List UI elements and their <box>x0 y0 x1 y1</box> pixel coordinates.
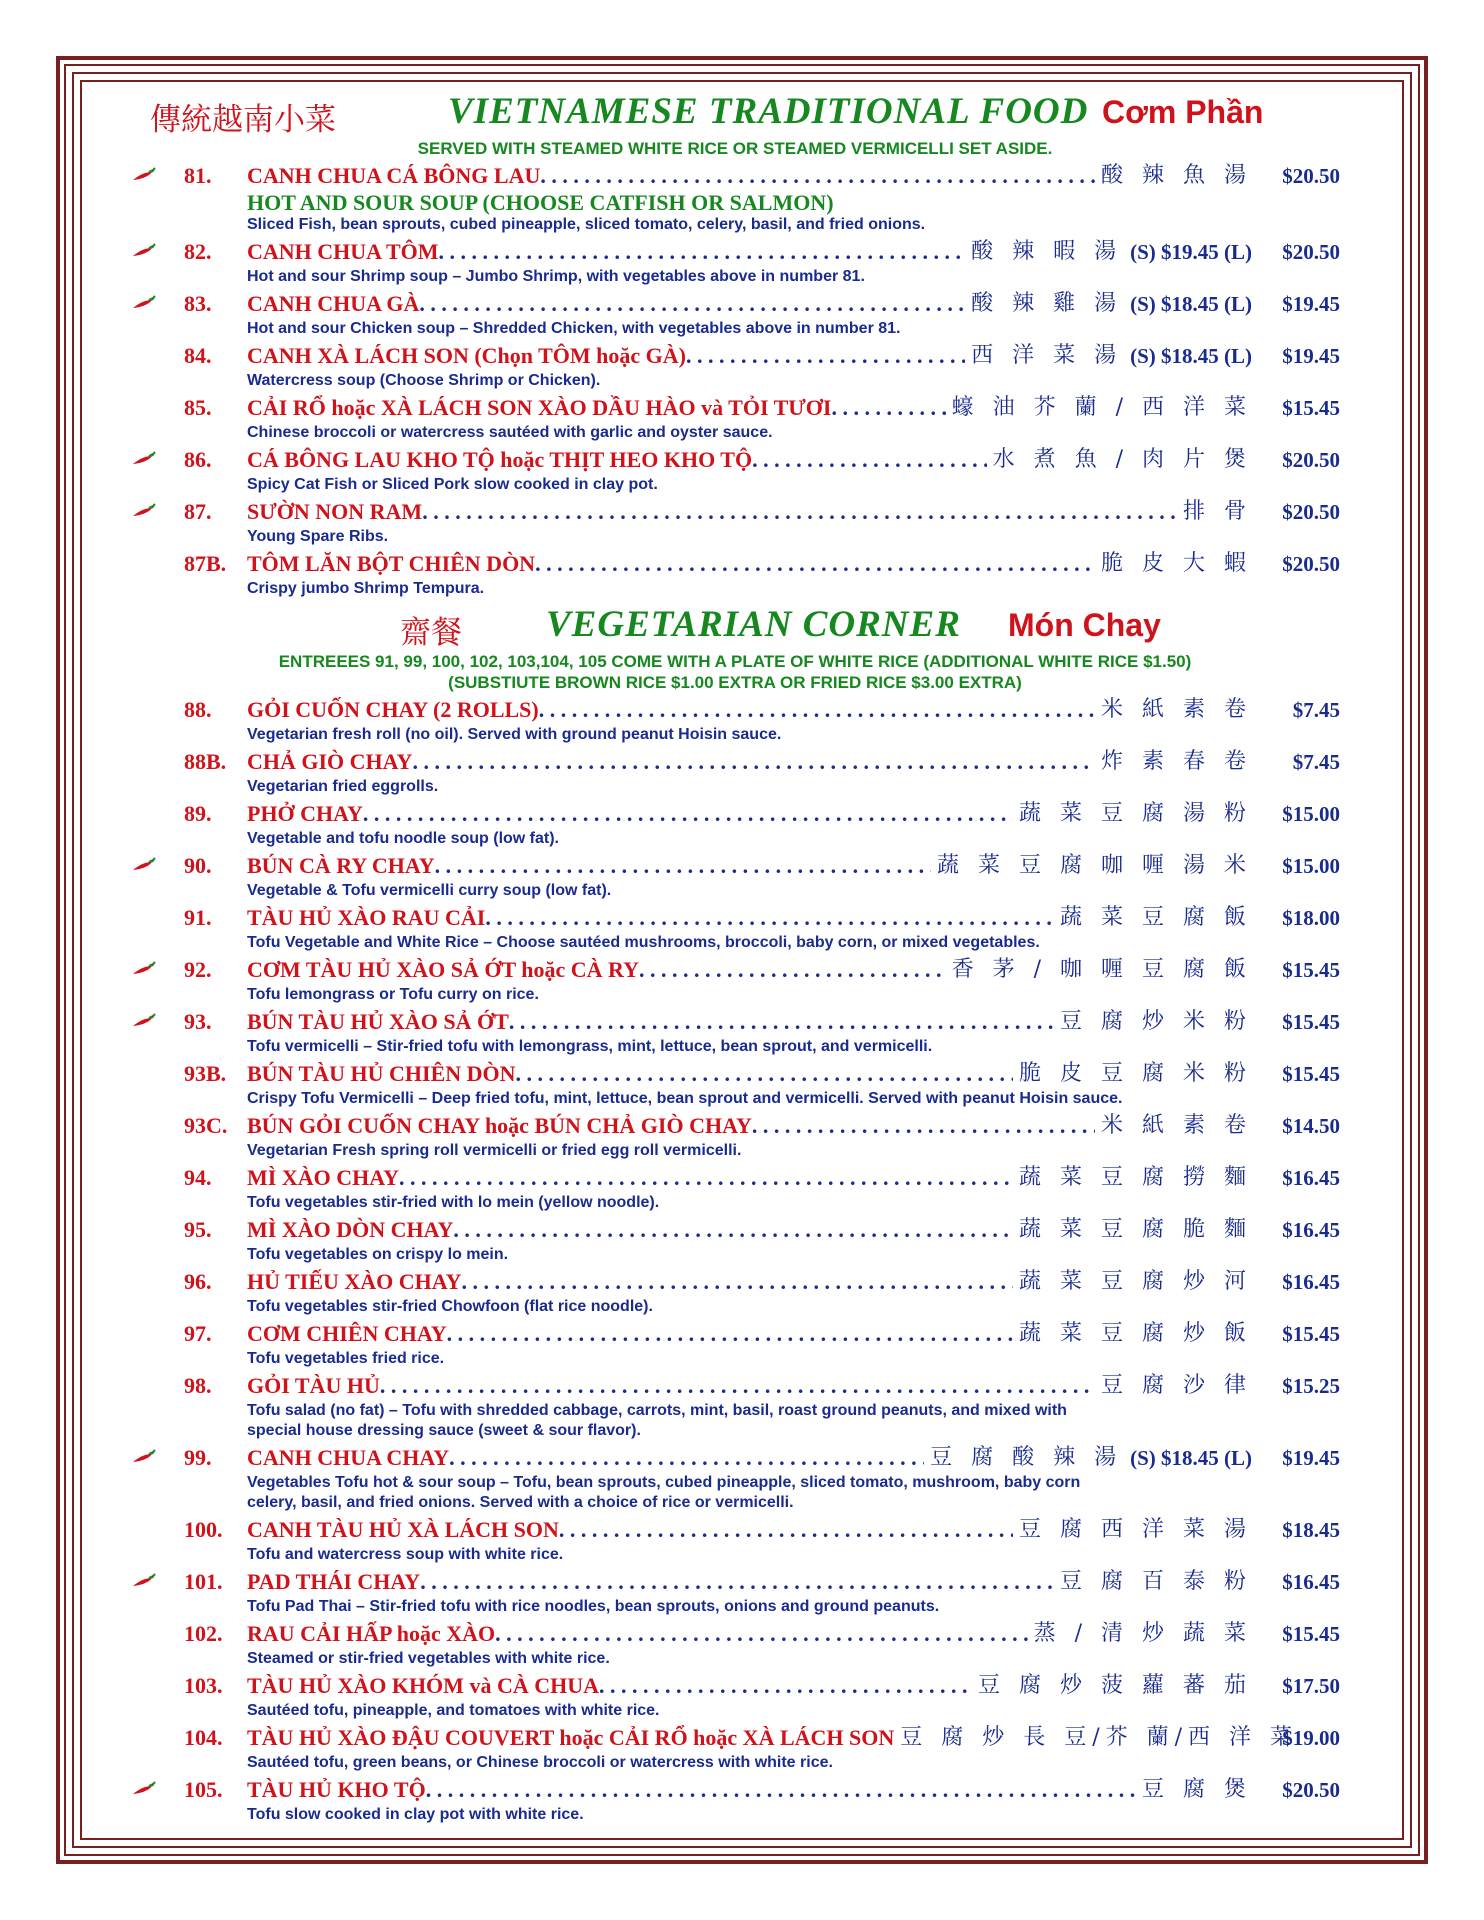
item-name-chinese: 酸 辣 魚 湯 <box>1101 163 1252 188</box>
dot-leader <box>516 1061 1014 1087</box>
item-description: Tofu Vegetable and White Rice – Choose sautéed mushrooms, broccoli, baby corn, or mixed vegetables. <box>247 934 1040 951</box>
item-row <box>247 1440 1252 1471</box>
item-number: 104. <box>184 1725 223 1750</box>
item-price: $16.45 <box>1282 1166 1340 1190</box>
item-number: 99. <box>184 1445 212 1470</box>
item-number: 90. <box>184 853 212 878</box>
section-subtitle: ENTREEES 91, 99, 100, 102, 103,104, 105 COME WITH A PLATE OF WHITE RICE (ADDITIONAL WHITE RICE $1.50) <box>278 652 1192 671</box>
menu-item <box>130 1773 1340 1825</box>
dot-leader <box>535 551 1095 577</box>
item-price: $15.45 <box>1282 958 1340 982</box>
section-title-chinese: 齋餐 <box>400 615 462 651</box>
item-name-vietnamese: BÚN CÀ RY CHAY <box>247 853 435 878</box>
item-description: Young Spare Ribs. <box>247 528 389 545</box>
item-description: Tofu vegetables stir-fried with lo mein (yellow noodle). <box>247 1194 660 1211</box>
item-description: Hot and sour Shrimp soup – Jumbo Shrimp, with vegetables above in number 81. <box>247 268 865 285</box>
menu-item-line <box>130 1265 1340 1297</box>
item-row <box>247 546 1252 577</box>
item-number: 96. <box>184 1269 212 1294</box>
item-number: 98. <box>184 1373 212 1398</box>
item-row <box>247 1368 1252 1399</box>
dot-leader <box>435 853 931 879</box>
chili-pepper-icon <box>130 1012 156 1030</box>
menu-item <box>130 339 1340 391</box>
item-number: 97. <box>184 1321 212 1346</box>
item-number: 93B. <box>184 1061 227 1086</box>
item-name-vietnamese: BÚN GỎI CUỐN CHAY hoặc BÚN CHẢ GIÒ CHAY <box>247 1113 752 1138</box>
dot-leader <box>752 447 987 473</box>
item-description: Vegetables Tofu hot & sour soup – Tofu, bean sprouts, cubed pineapple, sliced tomato, mushroom, baby corn <box>247 1474 1081 1491</box>
item-description: celery, basil, and fried onions. Served with a choice of rice or vermicelli. <box>247 1494 794 1511</box>
item-price: $15.00 <box>1282 802 1340 826</box>
item-description: Chinese broccoli or watercress sautéed with garlic and oyster sauce. <box>247 424 773 441</box>
section-header <box>130 599 1340 651</box>
item-name-english: HOT AND SOUR SOUP (CHOOSE CATFISH OR SALMON) <box>247 190 834 215</box>
dot-leader <box>540 163 1095 189</box>
item-name-chinese: 米 紙 素 卷 <box>1101 1113 1252 1138</box>
item-number: 87. <box>184 499 212 524</box>
item-price: $19.00 <box>1282 1726 1340 1750</box>
menu-item-line <box>130 1161 1340 1193</box>
item-row <box>247 1160 1252 1191</box>
item-number: 84. <box>184 343 212 368</box>
menu-item <box>130 547 1340 599</box>
item-name-chinese: 豆 腐 酸 辣 湯 <box>930 1445 1123 1470</box>
item-number: 95. <box>184 1217 212 1242</box>
dot-leader <box>539 697 1095 723</box>
item-description: Sliced Fish, bean sprouts, cubed pineapple, sliced tomato, celery, basil, and fried onions. <box>247 216 926 233</box>
item-name-vietnamese: CẢI RỔ hoặc XÀ LÁCH SON XÀO DẦU HÀO và TỎI TƯƠI <box>247 395 832 420</box>
dot-leader <box>495 1621 1027 1647</box>
item-number: 103. <box>184 1673 223 1698</box>
chili-pepper-icon <box>130 1572 156 1590</box>
item-row <box>247 1264 1252 1295</box>
item-name-chinese: 蔬 菜 豆 腐 炒 河 <box>1019 1269 1252 1294</box>
dot-leader <box>559 1517 1013 1543</box>
item-price: $19.45 <box>1282 344 1340 368</box>
item-name-vietnamese: GỎI TÀU HỦ <box>247 1373 380 1398</box>
item-name-vietnamese: CƠM TÀU HỦ XÀO SẢ ỚT hoặc CÀ RY <box>247 957 639 982</box>
menu-item <box>130 235 1340 287</box>
item-row <box>247 338 1252 369</box>
item-name-vietnamese: TÀU HỦ XÀO RAU CẢI <box>247 905 486 930</box>
dot-leader <box>399 1165 1013 1191</box>
menu-item-line <box>130 1721 1340 1753</box>
item-price: $16.45 <box>1282 1270 1340 1294</box>
item-size-price: (S) $18.45 (L) <box>1130 292 1252 316</box>
menu-item-line <box>130 693 1340 725</box>
item-name-chinese: 豆 腐 炒 米 粉 <box>1060 1009 1252 1034</box>
menu-item <box>130 1317 1340 1369</box>
dot-leader <box>462 1269 1013 1295</box>
menu-item <box>130 159 1340 235</box>
item-description: Tofu and watercress soup with white rice. <box>247 1546 564 1563</box>
dot-leader <box>419 291 965 317</box>
dot-leader <box>752 1113 1095 1139</box>
item-price: $15.45 <box>1282 1010 1340 1034</box>
item-description: special house dressing sauce (sweet & sour flavor). <box>247 1422 641 1439</box>
item-name-chinese: 豆 腐 沙 律 <box>1101 1373 1252 1398</box>
item-number: 94. <box>184 1165 212 1190</box>
item-name-vietnamese: HỦ TIẾU XÀO CHAY <box>247 1269 462 1294</box>
menu-item-line <box>130 953 1340 985</box>
item-name-vietnamese: GỎI CUỐN CHAY (2 ROLLS) <box>247 697 539 722</box>
menu-item-line <box>130 443 1340 475</box>
item-name-vietnamese: CANH CHUA CÁ BÔNG LAU <box>247 163 541 188</box>
item-name-vietnamese: CƠM CHIÊN CHAY <box>247 1321 447 1346</box>
item-number: 93. <box>184 1009 212 1034</box>
item-name-chinese: 蠔 油 芥 蘭 / 西 洋 菜 <box>951 395 1252 420</box>
dot-leader <box>447 1321 1013 1347</box>
item-name-vietnamese: CANH CHUA TÔM <box>247 239 439 264</box>
menu-item <box>130 495 1340 547</box>
chili-pepper-icon <box>130 960 156 978</box>
item-name-vietnamese: MÌ XÀO DÒN CHAY <box>247 1217 454 1242</box>
item-row <box>247 1108 1252 1139</box>
menu-item-line <box>130 1441 1340 1473</box>
menu-item-line <box>130 339 1340 371</box>
item-row <box>247 1212 1252 1243</box>
section-title-vietnamese: Món Chay <box>1008 607 1161 643</box>
menu-item <box>130 1441 1340 1513</box>
item-name-vietnamese: TÀU HỦ XÀO KHÓM và CÀ CHUA <box>247 1673 599 1698</box>
item-name-vietnamese: CANH CHUA GÀ <box>247 291 420 316</box>
dot-leader <box>485 905 1054 931</box>
menu-item-line <box>130 1513 1340 1545</box>
menu-item-line <box>130 1369 1340 1401</box>
menu-item-line <box>130 287 1340 319</box>
item-description: Vegetable and tofu noodle soup (low fat). <box>247 830 559 847</box>
menu-item <box>130 693 1340 745</box>
item-name-chinese: 豆 腐 煲 <box>1142 1777 1252 1802</box>
item-price: $14.50 <box>1282 1114 1340 1138</box>
item-name-chinese: 酸 辣 雞 湯 <box>971 291 1123 316</box>
item-name-chinese: 西 洋 菜 湯 <box>971 343 1123 368</box>
item-price: $20.50 <box>1282 552 1340 576</box>
dot-leader <box>422 499 1177 525</box>
item-name-chinese: 炸 素 春 卷 <box>1101 749 1252 774</box>
item-row <box>247 1772 1252 1803</box>
dot-leader <box>831 395 945 421</box>
menu-item <box>130 797 1340 849</box>
menu-item-line <box>130 1005 1340 1037</box>
section-subtitle: (SUBSTIUTE BROWN RICE $1.00 EXTRA OR FRIED RICE $3.00 EXTRA) <box>448 673 1022 692</box>
menu-item <box>130 1617 1340 1669</box>
item-description: Sautéed tofu, pineapple, and tomatoes with white rice. <box>247 1702 660 1719</box>
item-number: 100. <box>184 1517 223 1542</box>
item-price: $15.45 <box>1282 1062 1340 1086</box>
menu-content <box>130 86 1340 1825</box>
menu-item <box>130 1161 1340 1213</box>
item-price: $15.25 <box>1282 1374 1340 1398</box>
item-price: $20.50 <box>1282 164 1340 188</box>
item-row <box>247 234 1252 265</box>
dot-leader <box>380 1373 1095 1399</box>
item-price: $20.50 <box>1282 240 1340 264</box>
item-name-chinese: 蒸 / 清 炒 蔬 菜 <box>1033 1621 1252 1646</box>
item-name-chinese: 酸 辣 暇 湯 <box>971 239 1123 264</box>
item-name-vietnamese: SƯỜN NON RAM <box>247 499 423 524</box>
menu-item-line <box>130 391 1340 423</box>
item-name-chinese: 香 茅 / 咖 喱 豆 腐 飯 <box>951 957 1252 982</box>
item-size-price: (S) $19.45 (L) <box>1130 240 1252 264</box>
item-number: 88. <box>184 697 212 722</box>
item-description: Watercress soup (Choose Shrimp or Chicken). <box>247 372 601 389</box>
dot-leader <box>420 1569 1054 1595</box>
section-title-chinese: 傳統越南小菜 <box>150 102 336 138</box>
item-description: Crispy Tofu Vermicelli – Deep fried tofu, mint, lettuce, bean sprout and vermicelli. Served with peanut Hoisin sauce. <box>247 1090 1123 1107</box>
menu-item-line <box>130 1057 1340 1089</box>
item-number: 105. <box>184 1777 223 1802</box>
item-price: $18.00 <box>1282 906 1340 930</box>
item-name-chinese: 排 骨 <box>1183 499 1252 524</box>
item-price: $15.45 <box>1282 1622 1340 1646</box>
menu-item <box>130 1721 1340 1773</box>
item-price: $17.50 <box>1282 1674 1340 1698</box>
item-description: Tofu salad (no fat) – Tofu with shredded cabbage, carrots, mint, basil, roast ground peanuts, and mixed with <box>247 1402 1067 1419</box>
item-row <box>247 900 1252 931</box>
item-name-vietnamese: TÀU HỦ KHO TỘ <box>247 1777 426 1802</box>
dot-leader <box>439 239 966 265</box>
item-price: $7.45 <box>1292 750 1340 774</box>
menu-item <box>130 901 1340 953</box>
menu-item <box>130 1109 1340 1161</box>
item-row <box>247 952 1252 983</box>
menu-item <box>130 1565 1340 1617</box>
menu-item-line <box>130 1109 1340 1141</box>
menu-item <box>130 1005 1340 1057</box>
section-subtitle: SERVED WITH STEAMED WHITE RICE OR STEAMED VERMICELLI SET ASIDE. <box>417 139 1053 158</box>
item-description: Steamed or stir-fried vegetables with white rice. <box>247 1650 610 1667</box>
item-row <box>247 1316 1252 1347</box>
item-number: 83. <box>184 291 212 316</box>
item-row <box>247 494 1252 525</box>
item-name-chinese: 蔬 菜 豆 腐 咖 喱 湯 米 <box>937 853 1252 878</box>
item-price: $19.45 <box>1282 1446 1340 1470</box>
item-size-price: (S) $18.45 (L) <box>1130 344 1252 368</box>
menu-item-line <box>130 1317 1340 1349</box>
item-number: 81. <box>184 163 212 188</box>
item-row <box>247 848 1252 879</box>
menu-item <box>130 391 1340 443</box>
dot-leader <box>449 1445 924 1471</box>
item-row <box>247 390 1252 421</box>
item-row <box>247 692 1252 723</box>
item-description: Vegetarian Fresh spring roll vermicelli or fried egg roll vermicelli. <box>247 1142 742 1159</box>
item-description: Hot and sour Chicken soup – Shredded Chicken, with vegetables above in number 81. <box>247 320 901 337</box>
item-number: 86. <box>184 447 212 472</box>
item-number: 91. <box>184 905 212 930</box>
menu-item <box>130 287 1340 339</box>
section-header <box>130 86 1340 138</box>
menu-item-line <box>130 235 1340 267</box>
item-name-vietnamese: CÁ BÔNG LAU KHO TỘ hoặc THỊT HEO KHO TỘ <box>247 447 753 472</box>
item-description: Tofu vegetables fried rice. <box>247 1350 445 1367</box>
item-description: Tofu lemongrass or Tofu curry on rice. <box>247 986 539 1003</box>
item-row <box>247 744 1252 775</box>
menu-item <box>130 1213 1340 1265</box>
item-price: $20.50 <box>1282 1778 1340 1802</box>
item-number: 85. <box>184 395 212 420</box>
menu-item-line <box>130 849 1340 881</box>
item-name-vietnamese: BÚN TÀU HỦ XÀO SẢ ỚT <box>247 1009 509 1034</box>
dot-leader <box>426 1777 1136 1803</box>
dot-leader <box>453 1217 1013 1243</box>
item-name-vietnamese: BÚN TÀU HỦ CHIÊN DÒN <box>247 1061 516 1086</box>
item-price: $16.45 <box>1282 1570 1340 1594</box>
section-title-english: VIETNAMESE TRADITIONAL FOOD <box>448 91 1089 132</box>
dot-leader <box>639 957 946 983</box>
menu-item-line <box>130 1669 1340 1701</box>
menu-item <box>130 953 1340 1005</box>
item-description: Tofu vegetables on crispy lo mein. <box>247 1246 509 1263</box>
item-number: 93C. <box>184 1113 228 1138</box>
menu-item-line <box>130 1565 1340 1597</box>
item-description: Tofu vermicelli – Stir-fried tofu with lemongrass, mint, lettuce, bean sprout, and vermicelli. <box>247 1038 933 1055</box>
menu-item-line <box>130 745 1340 777</box>
item-number: 92. <box>184 957 212 982</box>
chili-pepper-icon <box>130 1448 156 1466</box>
menu-item <box>130 1369 1340 1441</box>
item-name-chinese: 米 紙 素 卷 <box>1101 697 1252 722</box>
section-title-english: VEGETARIAN CORNER <box>546 604 961 645</box>
item-price: $19.45 <box>1282 292 1340 316</box>
item-name-vietnamese: PHỞ CHAY <box>247 801 363 826</box>
item-description: Tofu vegetables stir-fried Chowfoon (flat rice noodle). <box>247 1298 653 1315</box>
item-number: 102. <box>184 1621 223 1646</box>
chili-pepper-icon <box>130 166 156 184</box>
item-name-chinese: 脆 皮 大 蝦 <box>1101 551 1252 576</box>
dot-leader <box>686 343 965 369</box>
item-name-vietnamese: MÌ XÀO CHAY <box>247 1165 399 1190</box>
dot-leader <box>412 749 1095 775</box>
item-description: Vegetarian fresh roll (no oil). Served with ground peanut Hoisin sauce. <box>247 726 782 743</box>
item-description: Tofu Pad Thai – Stir-fried tofu with rice noodles, bean sprouts, onions and ground peanuts. <box>247 1598 940 1615</box>
item-row <box>247 1616 1252 1647</box>
item-price: $18.45 <box>1282 1518 1340 1542</box>
item-price: $15.45 <box>1282 1322 1340 1346</box>
menu-item <box>130 745 1340 797</box>
dot-leader <box>599 1673 972 1699</box>
item-description: Crispy jumbo Shrimp Tempura. <box>247 580 485 597</box>
menu-item <box>130 849 1340 901</box>
item-description: Vegetarian fried eggrolls. <box>247 778 439 795</box>
menu-item-line <box>130 495 1340 527</box>
chili-pepper-icon <box>130 502 156 520</box>
item-name-chinese: 水 煮 魚 / 肉 片 煲 <box>992 447 1252 472</box>
item-row <box>247 1512 1252 1543</box>
item-row <box>247 796 1252 827</box>
dot-leader <box>363 801 1013 827</box>
item-size-price: (S) $18.45 (L) <box>1130 1446 1252 1470</box>
item-row <box>247 1564 1252 1595</box>
item-number: 89. <box>184 801 212 826</box>
item-name-vietnamese: RAU CẢI HẤP hoặc XÀO <box>247 1621 496 1646</box>
item-number: 87B. <box>184 551 227 576</box>
chili-pepper-icon <box>130 242 156 260</box>
item-price: $15.45 <box>1282 396 1340 420</box>
item-row <box>247 1668 1252 1699</box>
section-title-vietnamese: Cơm Phần <box>1102 94 1264 130</box>
chili-pepper-icon <box>130 856 156 874</box>
item-row <box>247 442 1252 473</box>
item-name-vietnamese: CANH CHUA CHAY <box>247 1445 450 1470</box>
menu-item <box>130 1513 1340 1565</box>
item-name-vietnamese: CANH TÀU HỦ XÀ LÁCH SON <box>247 1517 559 1542</box>
menu-item-line <box>130 1213 1340 1245</box>
item-name-chinese: 蔬 菜 豆 腐 脆 麵 <box>1019 1217 1252 1242</box>
chili-pepper-icon <box>130 1780 156 1798</box>
item-row <box>247 286 1252 317</box>
item-row <box>247 1720 1299 1751</box>
menu-item <box>130 1265 1340 1317</box>
item-number: 88B. <box>184 749 227 774</box>
item-description: Sautéed tofu, green beans, or Chinese broccoli or watercress with white rice. <box>247 1754 833 1771</box>
item-name-chinese: 豆 腐 百 泰 粉 <box>1060 1569 1252 1594</box>
chili-pepper-icon <box>130 294 156 312</box>
menu-item-line <box>130 797 1340 829</box>
menu-item-line <box>130 901 1340 933</box>
item-name-chinese: 豆 腐 西 洋 菜 湯 <box>1019 1517 1252 1542</box>
item-name-chinese: 豆 腐 炒 菠 蘿 蕃 茄 <box>978 1673 1252 1698</box>
item-description: Tofu slow cooked in clay pot with white rice. <box>247 1806 584 1823</box>
item-name-chinese: 蔬 菜 豆 腐 撈 麵 <box>1019 1165 1252 1190</box>
menu-item-line <box>130 159 1340 191</box>
dot-leader <box>509 1009 1054 1035</box>
item-price: $20.50 <box>1282 448 1340 472</box>
item-name-vietnamese: TÔM LĂN BỘT CHIÊN DÒN <box>247 551 536 576</box>
menu-item-line <box>130 547 1340 579</box>
item-name-chinese: 蔬 菜 豆 腐 炒 飯 <box>1019 1321 1252 1346</box>
item-row <box>247 158 1252 189</box>
menu-item <box>130 1057 1340 1109</box>
item-name-vietnamese: CANH XÀ LÁCH SON (Chọn TÔM hoặc GÀ) <box>247 343 687 368</box>
chili-pepper-icon <box>130 450 156 468</box>
item-row <box>247 1056 1252 1087</box>
item-price: $16.45 <box>1282 1218 1340 1242</box>
item-description: Vegetable & Tofu vermicelli curry soup (low fat). <box>247 882 612 899</box>
item-number: 82. <box>184 239 212 264</box>
item-name-vietnamese: CHẢ GIÒ CHAY <box>247 749 413 774</box>
menu-item-line <box>130 1617 1340 1649</box>
item-price: $15.00 <box>1282 854 1340 878</box>
item-description: Spicy Cat Fish or Sliced Pork slow cooked in clay pot. <box>247 476 658 493</box>
item-name-vietnamese: PAD THÁI CHAY <box>247 1569 421 1594</box>
item-price: $20.50 <box>1282 500 1340 524</box>
item-number: 101. <box>184 1569 223 1594</box>
item-name-chinese: 豆 腐 炒 長 豆/芥 蘭/西 洋 菜 <box>900 1725 1299 1750</box>
item-name-vietnamese: TÀU HỦ XÀO ĐẬU COUVERT hoặc CẢI RỔ hoặc XÀ LÁCH SON <box>247 1725 895 1750</box>
item-name-chinese: 脆 皮 豆 腐 米 粉 <box>1019 1061 1252 1086</box>
item-row <box>247 1004 1252 1035</box>
item-name-chinese: 蔬 菜 豆 腐 飯 <box>1060 905 1252 930</box>
menu-item <box>130 443 1340 495</box>
item-name-chinese: 蔬 菜 豆 腐 湯 粉 <box>1019 801 1252 826</box>
menu-item <box>130 1669 1340 1721</box>
item-price: $7.45 <box>1292 698 1340 722</box>
menu-item-line <box>130 1773 1340 1805</box>
